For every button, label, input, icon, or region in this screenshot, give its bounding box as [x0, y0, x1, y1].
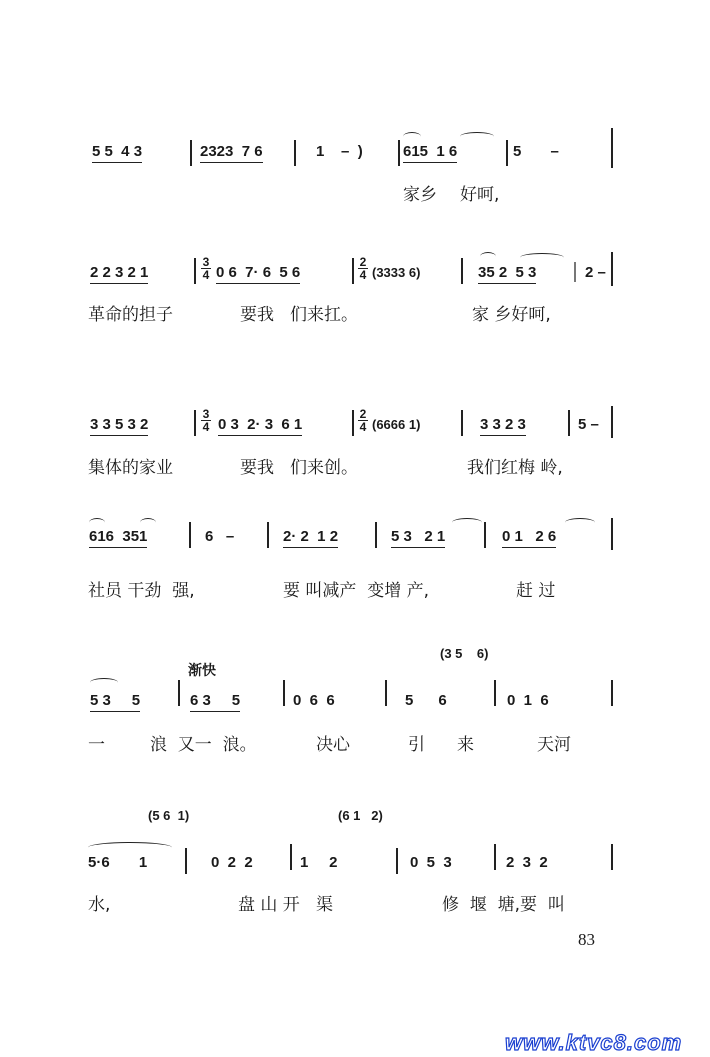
barline [611, 252, 613, 286]
measure: 35 2 5 3 [478, 264, 536, 284]
measure: 1 – ) [316, 143, 363, 160]
measure: 2 – [585, 264, 606, 281]
barline [267, 522, 269, 548]
measure: (6666 1) [372, 417, 421, 432]
page-number: 83 [578, 930, 595, 949]
barline [461, 258, 463, 284]
slur [480, 252, 496, 261]
barline [398, 140, 400, 166]
measure: 2 3 2 [506, 854, 548, 871]
measure: 0 2 2 [211, 854, 253, 871]
measure: (3333 6) [372, 265, 421, 280]
barline [461, 410, 463, 436]
barline [352, 410, 354, 436]
lyric: 我们红梅 岭, [467, 458, 563, 478]
measure: 0 3 2· 3 6 1 [218, 416, 302, 436]
barline [484, 522, 486, 548]
barline [611, 518, 613, 550]
instrumental-annotation: (6 1 2) [338, 808, 383, 823]
lyric: 家 乡好呵, [472, 305, 551, 325]
slur [403, 132, 421, 141]
lyric: 集体的家业 [88, 458, 173, 478]
barline [352, 258, 354, 284]
barline [194, 410, 196, 436]
measure: 3 3 2 3 [480, 416, 526, 436]
barline [568, 410, 570, 436]
measure: 5 – [578, 416, 599, 433]
barline [178, 680, 180, 706]
barline [375, 522, 377, 548]
measure: 0 1 6 [507, 692, 549, 709]
measure: 2323 7 6 [200, 143, 263, 163]
lyric: 盘 山 开 渠 [238, 895, 334, 915]
barline [494, 680, 496, 706]
measure: 0 5 3 [410, 854, 452, 871]
slur [90, 678, 118, 687]
barline [611, 128, 613, 168]
lyric: 决心 [316, 735, 350, 755]
measure: 5 3 2 1 [391, 528, 445, 548]
barline [385, 680, 387, 706]
barline [396, 848, 398, 874]
barline [574, 262, 576, 282]
lyric: 浪 又一 浪。 [150, 735, 257, 755]
measure: 5·6 1 [88, 854, 148, 871]
measure: 615 1 6 [403, 143, 457, 163]
measure: 0 6 6 [293, 692, 335, 709]
measure: 2· 2 1 2 [283, 528, 338, 548]
time-signature: 2 4 [359, 255, 367, 282]
lyric: 天河 [537, 735, 571, 755]
barline [611, 844, 613, 870]
barline [611, 680, 613, 706]
barline [506, 140, 508, 166]
slur [520, 253, 564, 262]
measure: 5 3 5 [90, 692, 140, 712]
lyric: 们来扛。 [290, 305, 358, 325]
measure: 0 6 7· 6 5 6 [216, 264, 300, 284]
slur [460, 132, 494, 141]
lyric: 修 堰 塘,要 叫 [442, 895, 565, 915]
time-signature: 3 4 [202, 255, 210, 282]
barline [194, 258, 196, 284]
barline [283, 680, 285, 706]
measure: 5 6 [405, 692, 447, 709]
tempo-marking: 渐快 [188, 662, 216, 678]
measure: 6 3 5 [190, 692, 240, 712]
measure: 5 5 4 3 [92, 143, 142, 163]
measure: 3 3 5 3 2 [90, 416, 148, 436]
lyric: 家乡 [403, 185, 437, 205]
lyric: 们来创。 [290, 458, 358, 478]
time-signature: 3 4 [202, 407, 210, 434]
lyric: 赶 过 [516, 581, 556, 601]
instrumental-annotation: (5 6 1) [148, 808, 190, 823]
lyric: 水, [88, 895, 111, 915]
barline [189, 522, 191, 548]
lyric: 要 叫减产 变增 产, [283, 581, 430, 601]
measure: 6 – [205, 528, 235, 545]
lyric: 要我 [240, 305, 274, 325]
lyric: 一 [88, 735, 105, 755]
barline [190, 140, 192, 166]
slur [140, 518, 156, 527]
measure: 1 2 [300, 854, 338, 871]
lyric: 社员 干劲 强, [88, 581, 195, 601]
measure: 0 1 2 6 [502, 528, 556, 548]
slur [565, 518, 595, 527]
lyric: 来 [457, 735, 474, 755]
lyric: 革命的担子 [88, 305, 173, 325]
lyric: 好呵, [460, 185, 500, 205]
barline [290, 844, 292, 870]
instrumental-annotation: (3 5 6) [440, 646, 489, 661]
lyric: 引 [408, 735, 425, 755]
barline [185, 848, 187, 874]
watermark: www.ktvc8.com [505, 1030, 683, 1055]
barline [494, 844, 496, 870]
barline [611, 406, 613, 438]
slur [452, 518, 482, 527]
lyric: 要我 [240, 458, 274, 478]
slur [88, 842, 172, 853]
time-signature: 2 4 [359, 407, 367, 434]
measure: 2 2 3 2 1 [90, 264, 148, 284]
measure: 5 – [513, 143, 559, 160]
slur [89, 518, 105, 527]
measure: 616 351 [89, 528, 147, 548]
barline [294, 140, 296, 166]
